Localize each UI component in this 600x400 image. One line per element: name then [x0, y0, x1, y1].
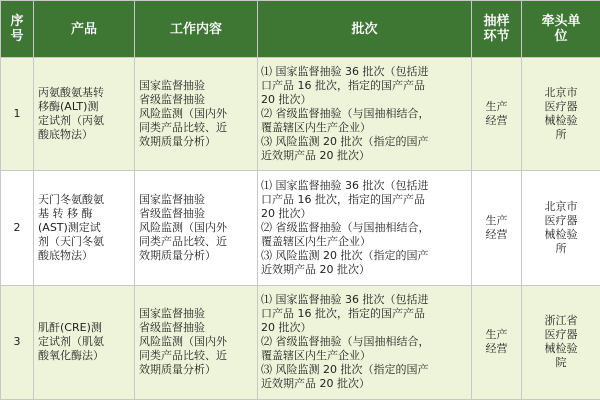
work-content-cell: 国家监督抽验 省级监督抽验 风险监测（国内外 同类产品比较、近 效期质量分析）: [135, 171, 258, 285]
work-content-cell: 国家监督抽验 省级监督抽验 风险监测（国内外 同类产品比较、近 效期质量分析）: [135, 285, 258, 399]
header-step: 抽样 环节: [472, 1, 522, 58]
header-batch: 批次: [258, 1, 472, 58]
sampling-step-cell: 生产 经营: [472, 58, 522, 171]
batch-cell: ⑴ 国家监督抽验 36 批次（包括进 口产品 16 批次，指定的国产产品 20 批次） ⑵ 省级监督抽验（与国抽相结合， 覆盖辖区内生产企业） ⑶ 风险监测 20 批次（指定的国产 近效期产品 20 批次）: [258, 285, 472, 399]
lead-unit-cell: 北京市 医疗器 械检验 所: [522, 58, 600, 171]
header-product: 产品: [34, 1, 135, 58]
header-no: 序 号: [1, 1, 34, 58]
product-cell: 天门冬氨酸氨 基 转 移 酶 (AST)测定试 剂（天门冬氨 酸底物法）: [34, 171, 135, 285]
row-number: 1: [1, 58, 34, 171]
product-cell: 肌酐(CRE)测 定试剂（肌氨 酸氧化酶法）: [34, 285, 135, 399]
product-cell: 丙氨酸氨基转 移酶(ALT)测 定试剂（丙氨 酸底物法）: [34, 58, 135, 171]
header-row: [1, 1, 600, 58]
batch-cell: ⑴ 国家监督抽验 36 批次（包括进 口产品 16 批次，指定的国产产品 20 批次） ⑵ 省级监督抽验（与国抽相结合， 覆盖辖区内生产企业） ⑶ 风险监测 20 批次（指定的国产 近效期产品 20 批次）: [258, 171, 472, 285]
header-lead: 牵头单 位: [522, 1, 600, 58]
batch-cell: ⑴ 国家监督抽验 36 批次（包括进 口产品 16 批次，指定的国产产品 20 批次） ⑵ 省级监督抽验（与国抽相结合， 覆盖辖区内生产企业） ⑶ 风险监测 20 批次（指定的国产 近效期产品 20 批次）: [258, 58, 472, 171]
table-row: [1, 58, 600, 171]
table-row: [1, 285, 600, 399]
header-work: 工作内容: [135, 1, 258, 58]
row-number: 3: [1, 285, 34, 399]
lead-unit-cell: 北京市 医疗器 械检验 所: [522, 171, 600, 285]
lead-unit-cell: 浙江省 医疗器 械检验 院: [522, 285, 600, 399]
work-content-cell: 国家监督抽验 省级监督抽验 风险监测（国内外 同类产品比较、近 效期质量分析）: [135, 58, 258, 171]
sampling-step-cell: 生产 经营: [472, 171, 522, 285]
table-row: [1, 171, 600, 285]
row-number: 2: [1, 171, 34, 285]
sampling-step-cell: 生产 经营: [472, 285, 522, 399]
